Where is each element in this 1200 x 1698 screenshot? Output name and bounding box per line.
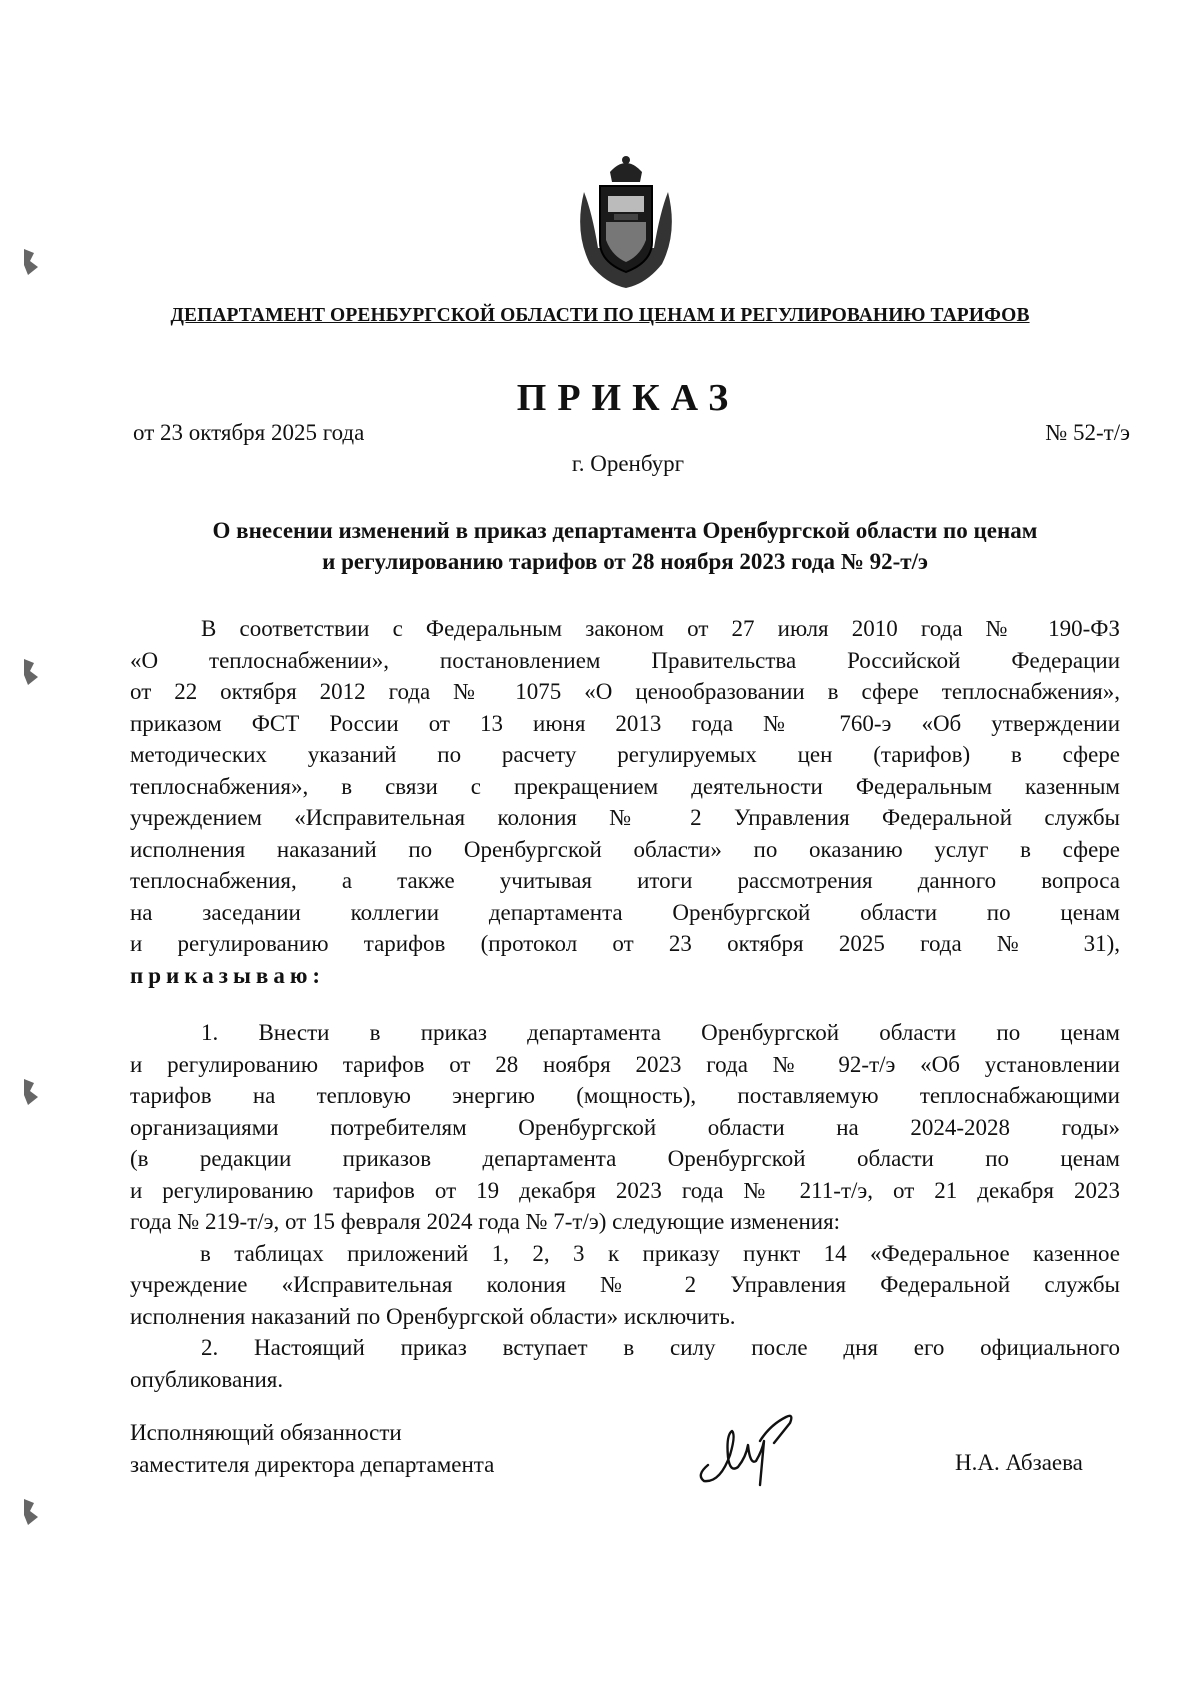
position-line: заместителя директора департамента: [130, 1452, 495, 1477]
subject-line: и регулированию тарифов от 28 ноября 2023 года № 92-т/э: [322, 549, 928, 574]
coat-of-arms-emblem: [570, 152, 682, 290]
item-line: организациями потребителям Оренбургской области на 2024-2028 годы»: [130, 1114, 1120, 1140]
item-line: (в редакции приказов департамента Оренбургской области по ценам: [130, 1146, 1120, 1171]
order-number: № 52-т/э: [1045, 420, 1130, 445]
item-line: опубликования.: [130, 1366, 284, 1392]
item-line: и регулированию тарифов от 19 декабря 2023 года № 211-т/э, от 21 декабря 2023: [130, 1177, 1120, 1203]
order-date: от 23 октября 2025 года: [133, 420, 365, 445]
preamble-line: методических указаний по расчету регулируемых цен (тарифов) в сфере: [130, 742, 1120, 767]
preamble-line: теплоснабжения, а также учитывая итоги рассмотрения данного вопроса: [130, 868, 1120, 893]
item-line: в таблицах приложений 1, 2, 3 к приказу пункт 14 «Федеральное казенное: [200, 1240, 1120, 1266]
item-line: и регулированию тарифов от 28 ноября 2023 года № 92-т/э «Об установлении: [130, 1051, 1120, 1077]
signatory-name: Н.А. Абзаева: [955, 1450, 1083, 1475]
scan-artifact: [20, 1495, 42, 1533]
item-line: 2. Настоящий приказ вступает в силу после дня его официального: [201, 1335, 1120, 1360]
item-line: года № 219-т/э, от 15 февраля 2024 года № 7-т/э) следующие изменения:: [130, 1209, 841, 1234]
scan-artifact: [20, 1075, 42, 1113]
scan-artifact: [20, 655, 42, 693]
handwritten-signature: [690, 1395, 810, 1495]
department-header: ДЕПАРТАМЕНТ ОРЕНБУРГСКОЙ ОБЛАСТИ ПО ЦЕНАМ И РЕГУЛИРОВАНИЮ ТАРИФОВ: [170, 305, 1030, 326]
scan-artifact: [20, 245, 42, 283]
preamble-line: «О теплоснабжении», постановлением Правительства Российской Федерации: [130, 647, 1120, 673]
item-line: исполнения наказаний по Оренбургской области» исключить.: [130, 1303, 736, 1329]
preamble: [130, 613, 1120, 991]
position-line: Исполняющий обязанности: [130, 1420, 402, 1445]
preamble-line: учреждением «Исправительная колония № 2 Управления Федеральной службы: [130, 805, 1120, 830]
preamble-line: исполнения наказаний по Оренбургской области» по оказанию услуг в сфере: [130, 836, 1120, 862]
document-type-title: ПРИКАЗ: [516, 377, 740, 419]
subject-line: О внесении изменений в приказ департамента Оренбургской области по ценам: [212, 518, 1038, 543]
order-item-1: [130, 1017, 1120, 1395]
preamble-line: В соответствии с Федеральным законом от 27 июля 2010 года № 190-ФЗ: [201, 616, 1120, 641]
preamble-line: приказом ФСТ России от 13 июня 2013 года № 760-э «Об утверждении: [130, 710, 1120, 736]
item-line: учреждение «Исправительная колония № 2 Управления Федеральной службы: [130, 1272, 1120, 1297]
city: г. Оренбург: [571, 451, 685, 476]
item-line: тарифов на тепловую энергию (мощность), поставляемую теплоснабжающими: [130, 1083, 1120, 1108]
preamble-line: и регулированию тарифов (протокол от 23 октября 2025 года № 31),: [130, 931, 1120, 956]
order-subject: [130, 515, 1120, 577]
preamble-line: на заседании коллегии департамента Оренбургской области по ценам: [130, 899, 1120, 925]
preamble-line: теплоснабжения», в связи с прекращением деятельности Федеральным казенным: [130, 773, 1120, 799]
signatory-position: [130, 1417, 494, 1481]
preamble-line: от 22 октября 2012 года № 1075 «О ценообразовании в сфере теплоснабжения»,: [130, 679, 1120, 704]
item-line: 1. Внести в приказ департамента Оренбургской области по ценам: [201, 1020, 1120, 1045]
order-word: приказываю:: [130, 962, 326, 988]
